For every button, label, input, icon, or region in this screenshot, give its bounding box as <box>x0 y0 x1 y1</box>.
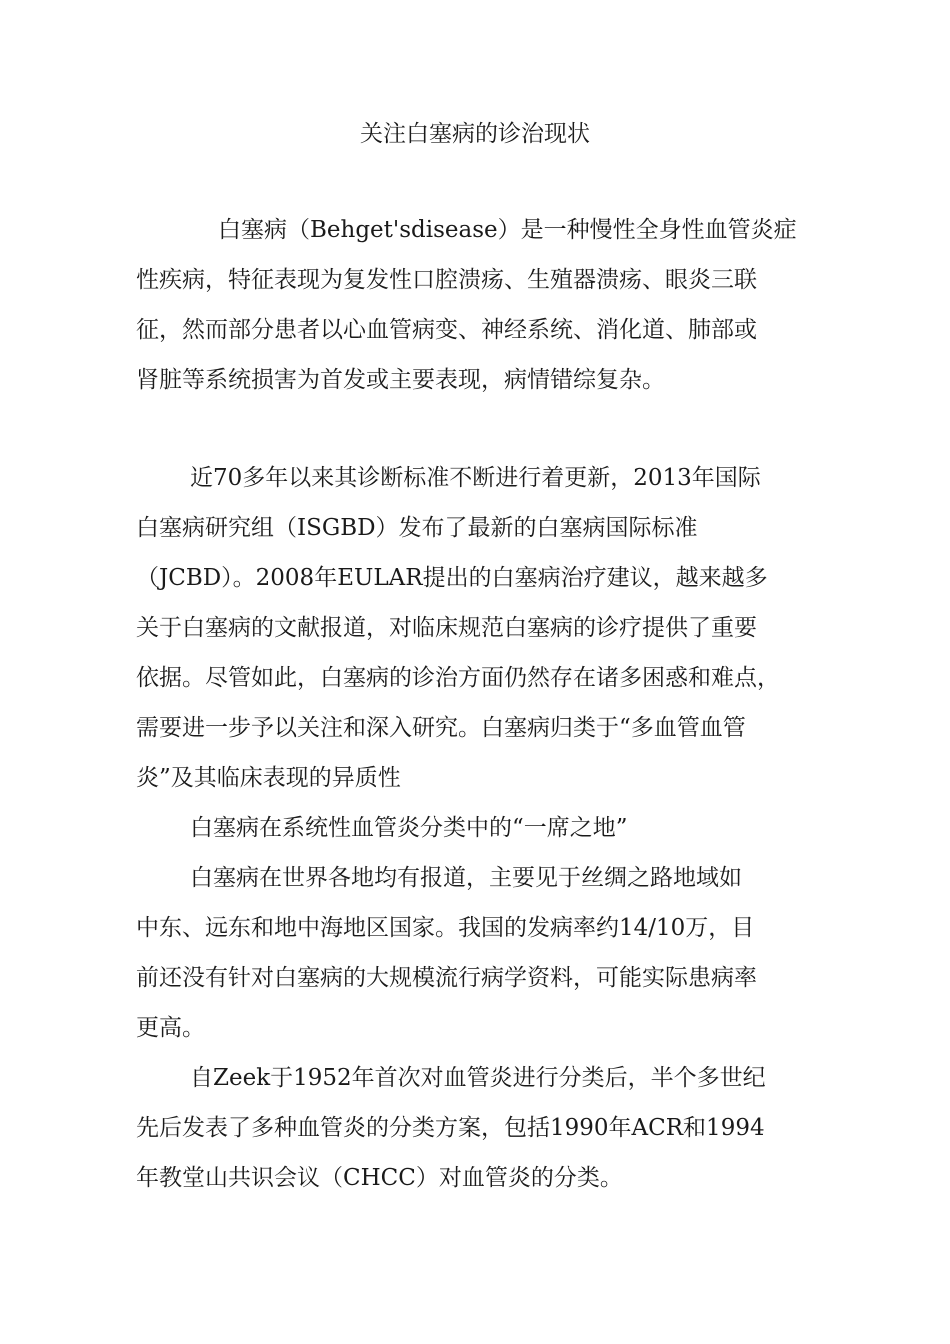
paragraph1-line-2: 性疾病，特征表现为复发性口腔溃疡、生殖器溃疡、眼炎三联 <box>136 267 757 293</box>
paragraph3-line-1: 白塞病在世界各地均有报道，主要见于丝绸之路地域如 <box>190 865 742 891</box>
paragraph4-line-2: 先后发表了多种血管炎的分类方案，包括1990年ACR和1994 <box>136 1115 765 1141</box>
paragraph1-line-3: 征，然而部分患者以心血管病变、神经系统、消化道、肺部或 <box>136 317 757 343</box>
paragraph3-line-2: 中东、远东和地中海地区国家。我国的发病率约14/10万，目 <box>136 915 755 941</box>
paragraph1-line-4: 肾脏等系统损害为首发或主要表现，病情错综复杂。 <box>136 367 665 393</box>
paragraph1-line-1: 白塞病（Behget'sdisease）是一种慢性全身性血管炎症 <box>218 217 797 243</box>
paragraph4-line-1: 自Zeek于1952年首次对血管炎进行分类后，半个多世纪 <box>190 1065 766 1091</box>
paragraph2-line-4: 关于白塞病的文献报道，对临床规范白塞病的诊疗提供了重要 <box>136 615 757 641</box>
paragraph2-line-1: 近70多年以来其诊断标准不断进行着更新，2013年国际 <box>190 465 761 491</box>
paragraph2-line-3: （JCBD）。2008年EULAR提出的白塞病治疗建议，越来越多 <box>136 565 768 591</box>
paragraph4-line-3: 年教堂山共识会议（CHCC）对血管炎的分类。 <box>136 1165 623 1191</box>
paragraph2-line-2: 白塞病研究组（ISGBD）发布了最新的白塞病国际标准 <box>136 515 698 541</box>
paragraph2-line-5: 依据。尽管如此，白塞病的诊治方面仍然存在诸多困惑和难点， <box>136 665 780 691</box>
paragraph2-line-6: 需要进一步予以关注和深入研究。白塞病归类于“多血管血管 <box>136 715 746 741</box>
document-title: 关注白塞病的诊治现状 <box>360 121 590 147</box>
paragraph3-line-4: 更高。 <box>136 1015 205 1041</box>
section-heading: 白塞病在系统性血管炎分类中的“一席之地” <box>190 815 628 841</box>
paragraph2-line-7: 炎”及其临床表现的异质性 <box>136 765 401 791</box>
paragraph3-line-3: 前还没有针对白塞病的大规模流行病学资料，可能实际患病率 <box>136 965 757 991</box>
